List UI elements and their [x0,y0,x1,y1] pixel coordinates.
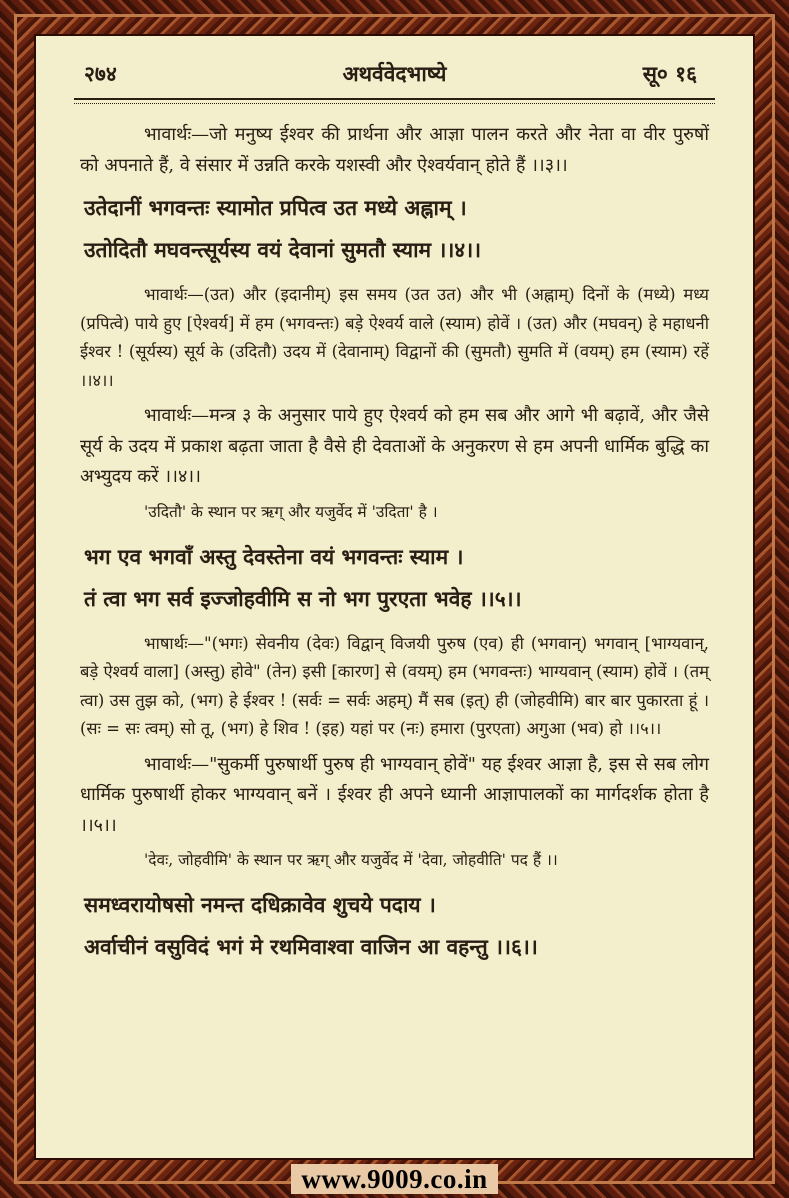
mantra-6-line-1: समध्वरायोषसो नमन्त दधिक्रावेव शुचये पदाय । [84,892,436,917]
note-5: 'देवः, जोहवीमि' के स्थान पर ऋग् और यजुर्वेद में 'देवा, जोहवीति' पद हैं ।। [144,851,558,869]
page-header [36,58,753,92]
sukta-number: सू० १६ [642,61,697,86]
page-number: २७४ [84,61,117,86]
bhashartha-5: भाषार्थः—"(भगः) सेवनीय (देवः) विद्वान् विजयी पुरुष (एव) ही (भगवान्) भगवान् [भाग्यवान्, बड़े ऐश्वर्य वाला] (अस्तु) होवे" (तेन) इसी [कारण] से (वयम्) हम (भगवन्तः) भाग्यवान् (स्याम) होवें । (तम् त्वा) उस तुझ को, (भग) हे ईश्वर ! (सर्वः = सर्वः अहम्) मैं सब (इत्) ही (जोहवीमि) बार बार पुकारता हूं । (सः = सः त्वम्) सो तू, (भग) हे शिव ! (इह) यहां पर (नः) हमारा (पुरएता) अगुआ (भव) हो ।।५।। [80,633,709,738]
mantra-4-line-2: उतोदितौ मघवन्त्सूर्यस्य वयं देवानां सुमतौ स्याम ।।४।। [84,237,482,262]
header-rule [74,98,715,100]
header-rule-dotted [74,103,715,104]
bhashartha-4: भावार्थः—(उत) और (इदानीम्) इस समय (उत उत) और भी (अह्नाम्) दिनों के (मध्ये) मध्य (प्रपित्वे) पाये हुए [ऐश्वर्य] में हम (भगवन्तः) बड़े ऐश्वर्य वाले (स्याम) होवें । (उत) और (मघवन्) हे महाधनी ईश्वर ! (सूर्यस्य) सूर्य के (उदितौ) उदय में (देवानाम्) विद्वानों की (सुमतौ) सुमति में (वयम्) हम (स्याम) रहें ।।४।। [80,285,709,390]
watermark-text: www.9009.co.in [291,1164,497,1194]
bhavartha-3: भावार्थः—जो मनुष्य ईश्वर की प्रार्थना और आज्ञा पालन करते और नेता वा वीर पुरुषों को अपनाते हैं, वे संसार में उन्नति करके यशस्वी और ऐश्वर्यवान् होते हैं ।।३।। [80,124,709,176]
book-title: अथर्ववेदभाष्ये [342,61,447,86]
note-4: 'उदितौ' के स्थान पर ऋग् और यजुर्वेद में 'उदिता' है । [144,502,438,521]
mantra-5-line-2: तं त्वा भग सर्व इज्जोहवीमि स नो भग पुरएता भवेह ।।५।। [84,585,522,611]
book-page [34,34,755,1160]
page-body [80,120,709,968]
bhavartha-5: भावार्थः—"सुकर्मी पुरुषार्थी पुरुष ही भाग्यवान् होवें" यह ईश्वर आज्ञा है, इस से सब लोग धार्मिक पुरुषार्थी होकर भाग्यवान् बनें । ईश्वर ही अपने ध्यानी आज्ञापालकों का मार्गदर्शक होता है ।।५।। [80,753,709,836]
mantra-5-line-1: भग एव भगवाँ अस्तु देवस्तेना वयं भगवन्तः स्याम । [84,543,464,569]
mantra-6-line-2: अर्वाचीनं वसुविदं भगं मे रथमिवाश्वा वाजिन आ वहन्तु ।।६।। [84,934,538,959]
site-watermark [0,1164,789,1194]
bhavartha-4: भावार्थः—मन्त्र ३ के अनुसार पाये हुए ऐश्वर्य को हम सब और आगे भी बढ़ावें, और जैसे सूर्य के उदय में प्रकाश बढ़ता जाता है वैसे ही देवताओं के अनुकरण से हम अपनी धार्मिक बुद्धि का अभ्युदय करें ।।४।। [80,405,709,487]
mantra-4-line-1: उतेदानीं भगवन्तः स्यामोत प्रपित्व उत मध्ये अह्नाम् । [84,195,467,220]
